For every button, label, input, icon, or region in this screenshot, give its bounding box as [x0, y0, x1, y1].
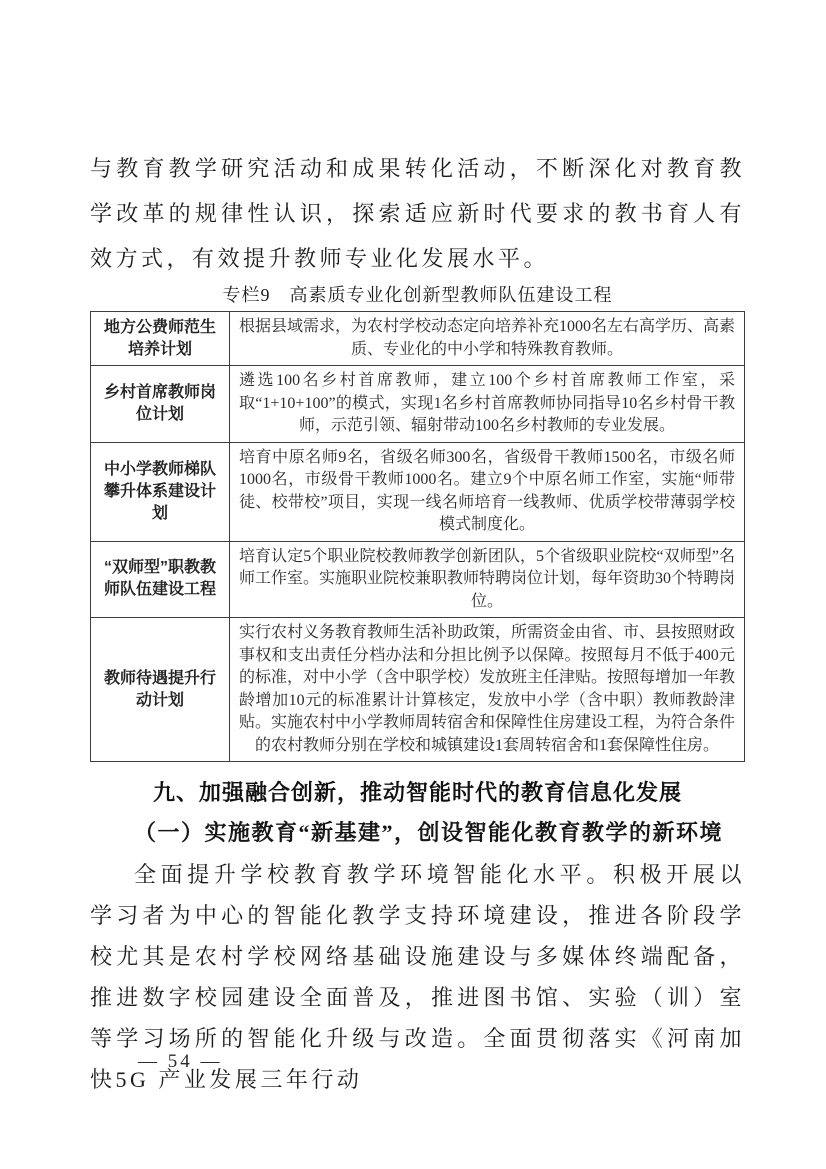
row-content: 培育认定5个职业院校教师教学创新团队，5个省级职业院校“双师型”名师工作室。实施职业院校兼职教师特聘岗位计划，每年资助30个特聘岗位。 — [230, 541, 745, 618]
row-content: 培育中原名师9名，省级名师300名，省级骨干教师1500名，市级名师1000名，市级骨干教师1000名。建立9个中原名师工作室，实施“师带徒、校带校”项目，实现一线名师培育一线教师、优质学校带薄弱学校模式制度化。 — [230, 442, 745, 541]
document-content — [90, 0, 745, 1100]
table-title: 专栏9 高素质专业化创新型教师队伍建设工程 — [222, 285, 613, 305]
row-label: 乡村首席教师岗位计划 — [91, 366, 230, 443]
table-row — [91, 541, 745, 618]
intro-paragraph: 与教育教学研究活动和成果转化活动，不断深化对教育教学改革的规律性认识，探索适应新时代要求的教书育人有效方式，有效提升教师专业化发展水平。 — [90, 156, 745, 271]
subsection-heading: （一）实施教育“新基建”，创设智能化教育教学的新环境 — [134, 820, 724, 845]
row-label: 教师待遇提升行动计划 — [91, 618, 230, 762]
row-content: 遴选100名乡村首席教师，建立100个乡村首席教师工作室，采取“1+10+100”的模式，实现1名乡村首席教师协同指导10名乡村骨干教师，示范引领、辐射带动100名乡村教师的专业发展。 — [230, 366, 745, 443]
section-heading: 九、加强融合创新，推动智能时代的教育信息化发展 — [152, 780, 682, 805]
row-content: 实行农村义务教育教师生活补助政策，所需资金由省、市、县按照财政事权和支出责任分档办法和分担比例予以保障。按照每月不低于400元的标准，对中小学（含中职学校）发放班主任津贴。按照每增加一年教龄增加10元的标准累计计算核定，发放中小学（含中职）教师教龄津贴。实施农村中小学教师周转宿舍和保障性住房建设工程，为符合条件的农村教师分别在学校和城镇建设1套周转宿舍和1套保障性住房。 — [230, 618, 745, 762]
feature-table-body — [91, 312, 745, 762]
body-paragraph: 全面提升学校教育教学环境智能化水平。积极开展以学习者为中心的智能化教学支持环境建设，推进各阶段学校尤其是农村学校网络基础设施建设与多媒体终端配备，推进数字校园建设全面普及，推进图书馆、实验（训）室等学习场所的智能化升级与改造。全面贯彻落实《河南加快5G 产业发展三年行动 — [90, 862, 745, 1092]
page-number: — 54 — — [138, 1051, 223, 1072]
feature-table — [90, 311, 745, 762]
table-row — [91, 618, 745, 762]
table-row — [91, 366, 745, 443]
row-label: “双师型”职教教师队伍建设工程 — [91, 541, 230, 618]
row-content: 根据县域需求，为农村学校动态定向培养补充1000名左右高学历、高素质、专业化的中小学和特殊教育教师。 — [230, 312, 745, 366]
row-label: 中小学教师梯队攀升体系建设计划 — [91, 442, 230, 541]
table-row — [91, 442, 745, 541]
row-label: 地方公费师范生培养计划 — [91, 312, 230, 366]
table-row — [91, 312, 745, 366]
